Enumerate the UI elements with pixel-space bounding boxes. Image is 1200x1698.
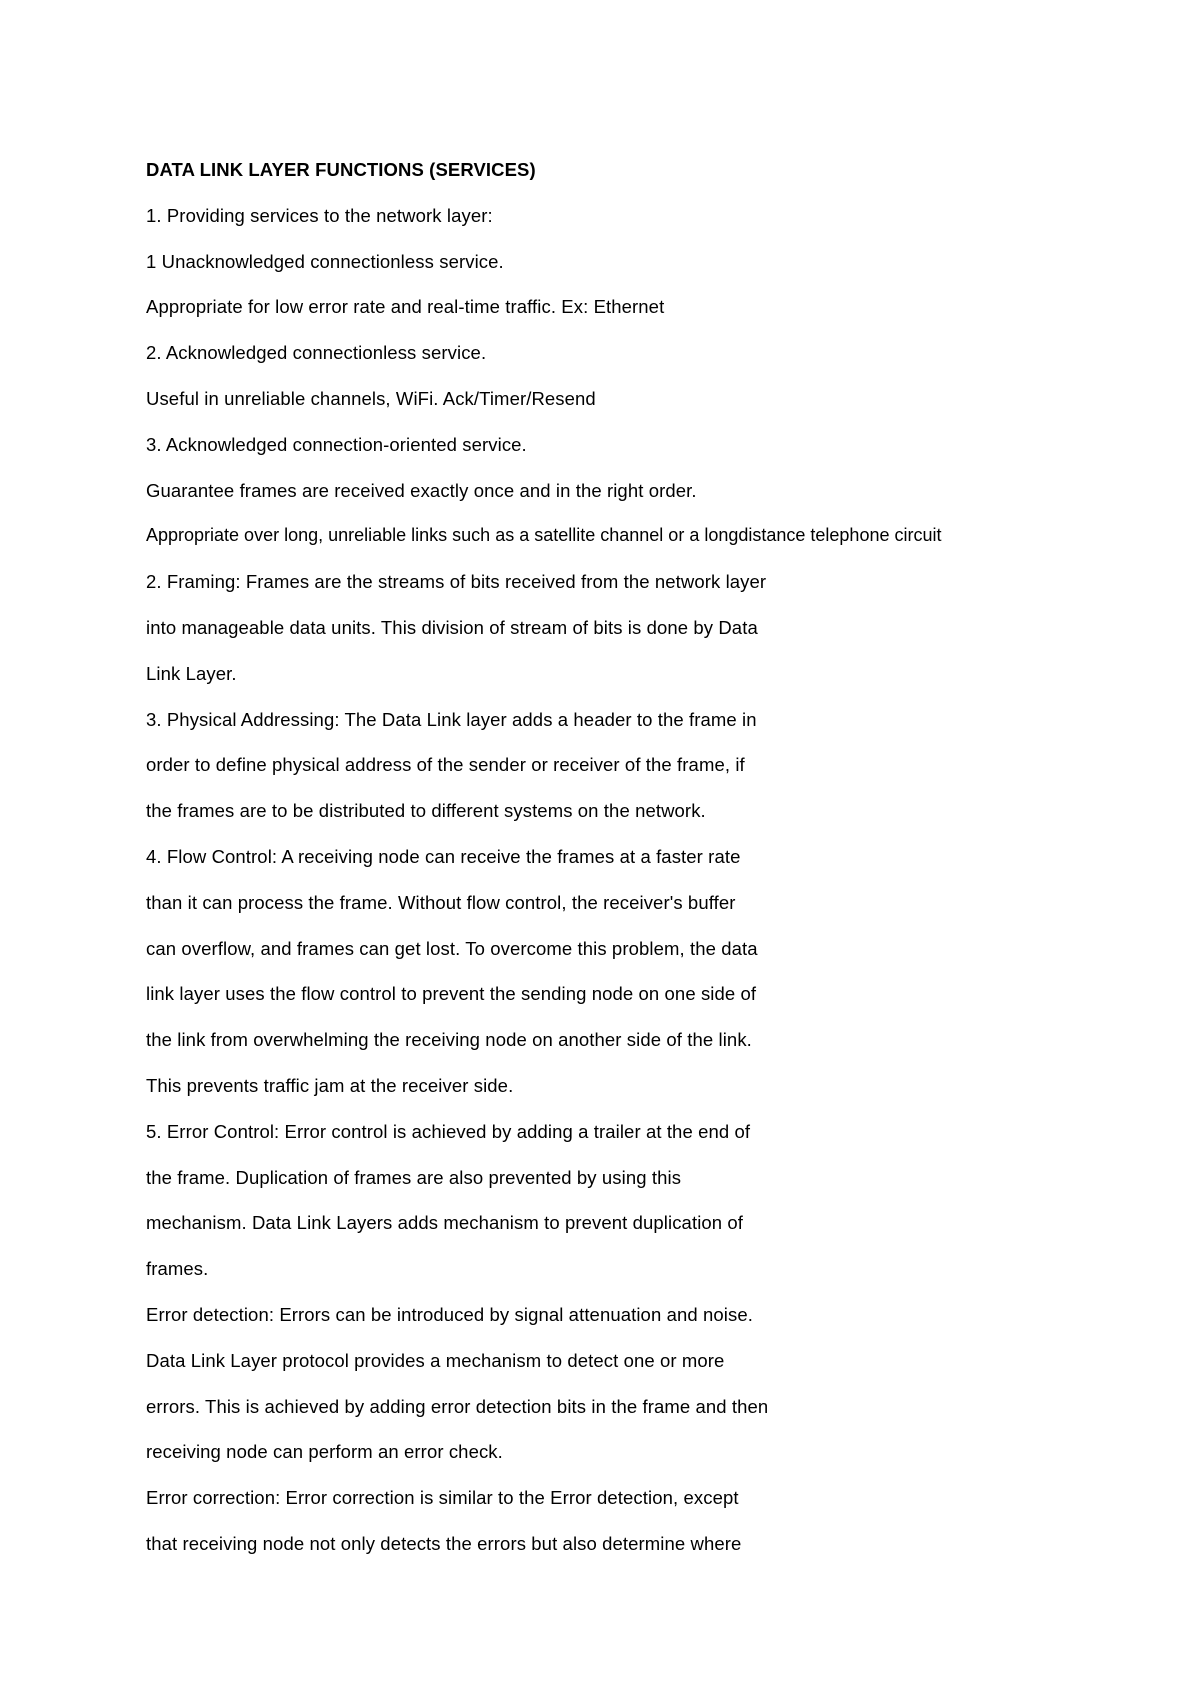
text-line: 2. Acknowledged connectionless service. <box>146 342 487 364</box>
text-line: 4. Flow Control: A receiving node can receive the frames at a faster rate <box>146 845 741 867</box>
text-line: Appropriate over long, unreliable links such as a satellite channel or a longdistance telephone circuit <box>146 525 942 546</box>
text-line: the frames are to be distributed to different systems on the network. <box>146 800 706 822</box>
document-title: DATA LINK LAYER FUNCTIONS (SERVICES) <box>146 159 536 180</box>
text-line: than it can process the frame. Without flow control, the receiver's buffer <box>146 891 736 913</box>
text-line: Error detection: Errors can be introduced by signal attenuation and noise. <box>146 1303 753 1325</box>
text-line: 2. Framing: Frames are the streams of bits received from the network layer <box>146 571 767 593</box>
text-line: errors. This is achieved by adding error detection bits in the frame and then <box>146 1395 769 1417</box>
text-line: Useful in unreliable channels, WiFi. Ack/Timer/Resend <box>146 387 596 409</box>
text-line: 3. Physical Addressing: The Data Link layer adds a header to the frame in <box>146 708 757 730</box>
text-line: Data Link Layer protocol provides a mechanism to detect one or more <box>146 1349 725 1371</box>
text-line: Link Layer. <box>146 662 237 684</box>
text-line: 3. Acknowledged connection-oriented service. <box>146 433 527 455</box>
text-line: can overflow, and frames can get lost. To overcome this problem, the data <box>146 937 758 959</box>
text-line: order to define physical address of the sender or receiver of the frame, if <box>146 754 745 776</box>
text-line: This prevents traffic jam at the receiver side. <box>146 1074 514 1096</box>
text-line: the link from overwhelming the receiving node on another side of the link. <box>146 1029 752 1051</box>
text-line: 5. Error Control: Error control is achieved by adding a trailer at the end of <box>146 1120 751 1142</box>
document-body <box>146 147 1146 1567</box>
text-line: Guarantee frames are received exactly once and in the right order. <box>146 479 697 501</box>
text-line: the frame. Duplication of frames are also prevented by using this <box>146 1166 682 1188</box>
text-line: into manageable data units. This division of stream of bits is done by Data <box>146 616 758 638</box>
text-line: 1. Providing services to the network layer: <box>146 204 493 226</box>
text-line: frames. <box>146 1258 209 1280</box>
text-line: link layer uses the flow control to prevent the sending node on one side of <box>146 983 757 1005</box>
text-line: Appropriate for low error rate and real-time traffic. Ex: Ethernet <box>146 296 665 318</box>
text-line: Error correction: Error correction is similar to the Error detection, except <box>146 1487 739 1509</box>
text-line: mechanism. Data Link Layers adds mechanism to prevent duplication of <box>146 1212 744 1234</box>
text-line: 1 Unacknowledged connectionless service. <box>146 250 504 272</box>
text-line: that receiving node not only detects the errors but also determine where <box>146 1532 742 1554</box>
text-line: receiving node can perform an error check. <box>146 1441 503 1463</box>
